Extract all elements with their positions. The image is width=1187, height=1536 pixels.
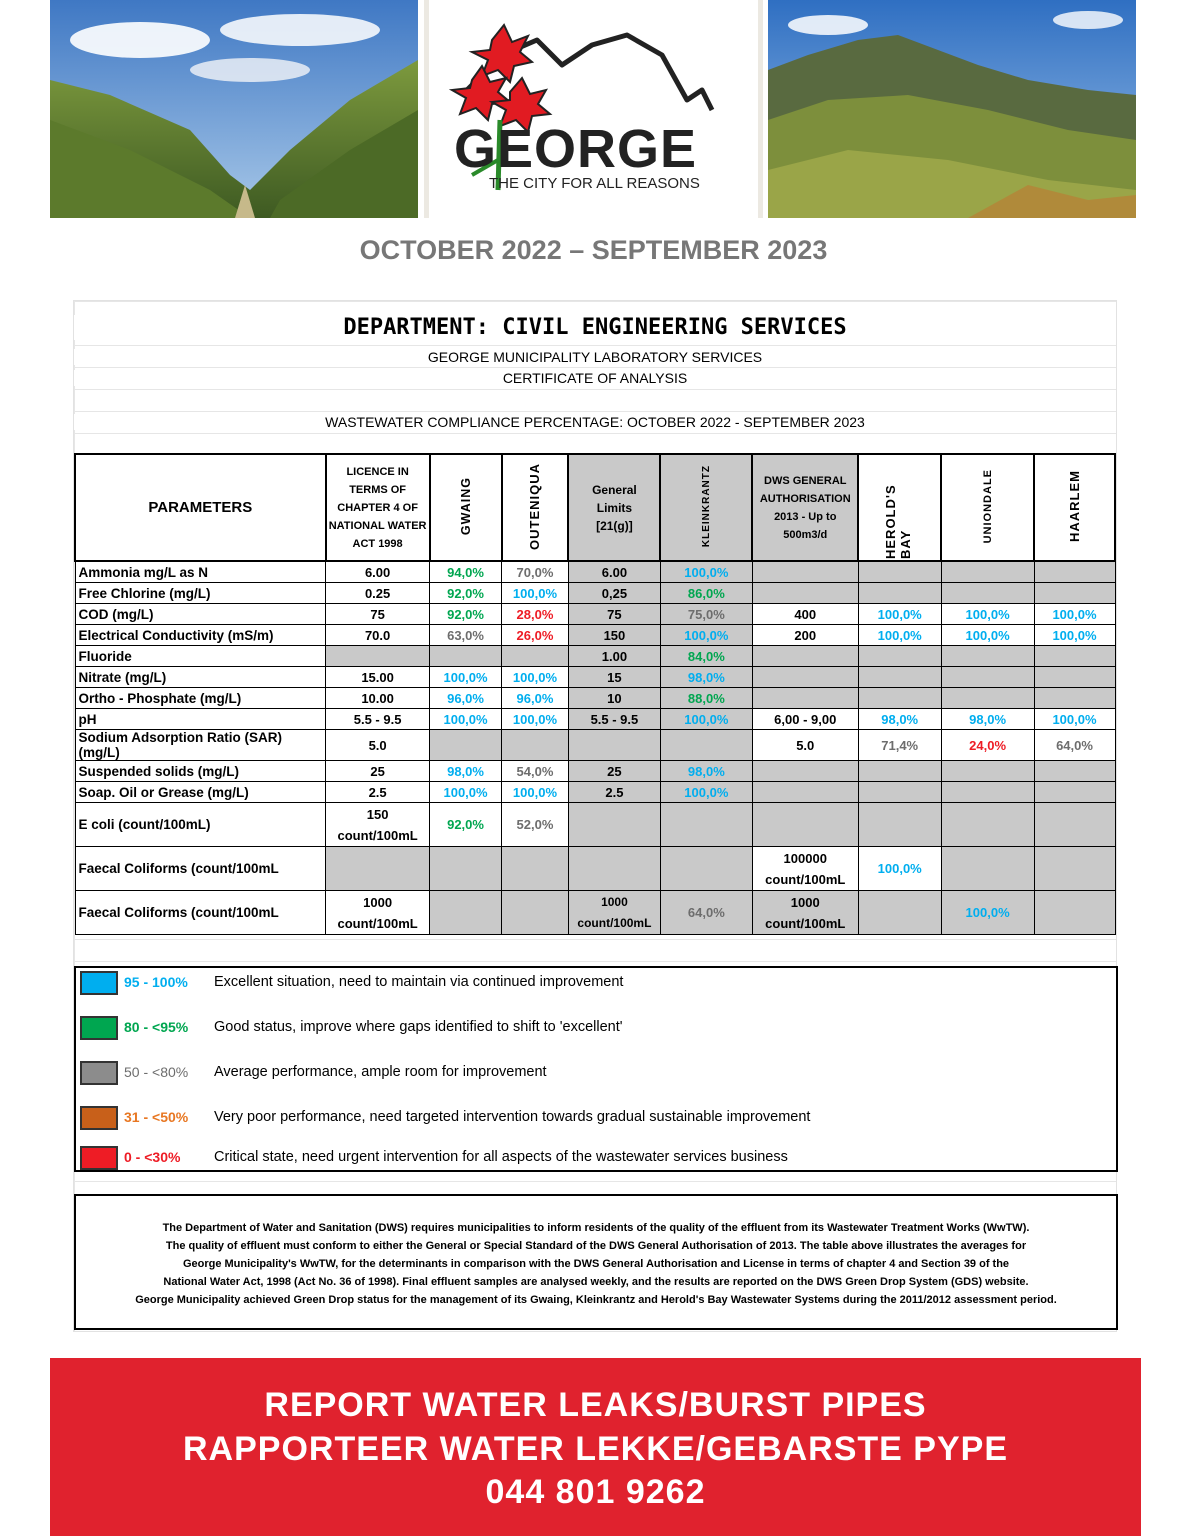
param-cell: Suspended solids (mg/L) [75, 761, 326, 782]
kleinkrantz-cell: 88,0% [660, 688, 752, 709]
licence-cell: 5.0 [326, 730, 430, 761]
header-dws [752, 454, 858, 561]
legend-range: 50 - <80% [124, 1064, 189, 1080]
param-cell: Electrical Conductivity (mS/m) [75, 625, 326, 646]
table-row [75, 709, 1115, 730]
licence-cell [326, 891, 430, 935]
param-cell: E coli (count/100mL) [75, 803, 326, 847]
dws-unit: count/100mL [765, 915, 846, 931]
note-line: National Water Act, 1998 (Act No. 36 of 1998). Final effluent samples are analysed weekly, and the results are reported on the DWS Green Drop System (GDS) website. [163, 1276, 1029, 1288]
licence-cell [326, 803, 430, 847]
dws-cell: 200 [752, 625, 858, 646]
haarlem-cell [1034, 688, 1115, 709]
dws-note-text [96, 1219, 1096, 1309]
table-row [75, 761, 1115, 782]
legend-swatch [80, 971, 118, 995]
note-line: George Municipality's WwTW, for the determinants in comparison with the DWS General Authorisation and License in terms of chapter 4 and Section 39 of the [182, 1258, 1010, 1270]
gwaing-cell [430, 730, 502, 761]
header-dws-text: DWS GENERAL AUTHORISATION 2013 - Up to 500m3/d [759, 474, 851, 541]
licence-value: 150 [366, 806, 389, 822]
licence-cell: 75 [326, 604, 430, 625]
uniondale-cell: 100,0% [941, 625, 1034, 646]
herolds-cell: 71,4% [858, 730, 941, 761]
header-parameters: PARAMETERS [75, 454, 326, 561]
gwaing-cell: 92,0% [430, 583, 502, 604]
haarlem-cell [1034, 782, 1115, 803]
haarlem-cell [1034, 667, 1115, 688]
table-row [75, 730, 1115, 761]
param-cell: COD (mg/L) [75, 604, 326, 625]
kleinkrantz-cell: 98,0% [660, 761, 752, 782]
haarlem-cell: 100,0% [1034, 625, 1115, 646]
legend-description: Very poor performance, need targeted intervention towards gradual sustainable improvement [214, 1109, 811, 1125]
licence-unit: count/100mL [337, 915, 418, 931]
outeniqua-cell [502, 646, 569, 667]
outeniqua-cell: 52,0% [502, 803, 569, 847]
uniondale-cell: 24,0% [941, 730, 1034, 761]
haarlem-cell [1034, 646, 1115, 667]
general-cell: 150 [568, 625, 660, 646]
licence-cell: 10.00 [326, 688, 430, 709]
header-haarlem [1034, 454, 1115, 561]
header-outeniqua [502, 454, 569, 561]
general-cell: 2.5 [568, 782, 660, 803]
legend-swatch [80, 1146, 118, 1170]
dws-unit: count/100mL [765, 871, 846, 887]
header-haarlem-text: HAARLEM [1067, 470, 1082, 542]
header-general-limits [568, 454, 660, 561]
kleinkrantz-cell [660, 803, 752, 847]
general-cell [568, 847, 660, 891]
dws-cell [752, 646, 858, 667]
header-general-text: General Limits [21(g)] [592, 482, 637, 533]
dws-cell [752, 847, 858, 891]
logo-wordmark: GEORGE [454, 119, 698, 179]
general-cell [568, 730, 660, 761]
header-licence [326, 454, 430, 561]
gwaing-cell: 100,0% [430, 709, 502, 730]
outeniqua-cell [502, 847, 569, 891]
kleinkrantz-cell: 75,0% [660, 604, 752, 625]
gwaing-cell [430, 891, 502, 935]
herolds-cell: 100,0% [858, 604, 941, 625]
herolds-cell [858, 667, 941, 688]
kleinkrantz-cell: 86,0% [660, 583, 752, 604]
uniondale-cell: 100,0% [941, 891, 1034, 935]
general-cell [568, 891, 660, 935]
legend-description: Average performance, ample room for improvement [214, 1064, 547, 1080]
table-row [75, 583, 1115, 604]
gwaing-cell: 100,0% [430, 782, 502, 803]
param-cell: Sodium Adsorption Ratio (SAR) (mg/L) [75, 730, 326, 761]
herolds-cell: 98,0% [858, 709, 941, 730]
dws-cell [752, 803, 858, 847]
table-row [75, 847, 1115, 891]
general-cell [568, 803, 660, 847]
dws-cell [752, 583, 858, 604]
compliance-title: WASTEWATER COMPLIANCE PERCENTAGE: OCTOBER 2022 - SEPTEMBER 2023 [74, 414, 1116, 430]
haarlem-cell: 64,0% [1034, 730, 1115, 761]
table-row [75, 782, 1115, 803]
uniondale-cell [941, 847, 1034, 891]
dws-note-box [74, 1194, 1118, 1330]
legend-range: 0 - <30% [124, 1149, 181, 1165]
dws-cell: 6,00 - 9,00 [752, 709, 858, 730]
table-row [75, 688, 1115, 709]
uniondale-cell [941, 561, 1034, 583]
footer-phone-number: 044 801 9262 [485, 1473, 706, 1511]
legend-description: Good status, improve where gaps identified to shift to 'excellent' [214, 1019, 623, 1035]
uniondale-cell: 98,0% [941, 709, 1034, 730]
licence-unit: count/100mL [337, 827, 418, 843]
licence-cell: 70.0 [326, 625, 430, 646]
haarlem-cell [1034, 561, 1115, 583]
report-leaks-banner [50, 1358, 1141, 1536]
table-row [75, 604, 1115, 625]
mountain-photo-left [50, 0, 418, 218]
kleinkrantz-cell: 100,0% [660, 625, 752, 646]
header-divider [758, 0, 763, 218]
table-row [75, 625, 1115, 646]
header-uniondale-text: UNIONDALE [981, 468, 994, 544]
dws-cell [752, 688, 858, 709]
param-cell: Ortho - Phosphate (mg/L) [75, 688, 326, 709]
logo-tagline: THE CITY FOR ALL REASONS [489, 175, 700, 192]
dws-cell [752, 761, 858, 782]
department-title: DEPARTMENT: CIVIL ENGINEERING SERVICES [74, 315, 1116, 340]
general-cell: 75 [568, 604, 660, 625]
gwaing-cell: 92,0% [430, 803, 502, 847]
gwaing-cell: 63,0% [430, 625, 502, 646]
legend-description: Critical state, need urgent intervention for all aspects of the wastewater services business [214, 1149, 788, 1165]
header-licence-text: LICENCE IN TERMS OF CHAPTER 4 OF NATIONAL WATER ACT 1998 [328, 465, 427, 550]
outeniqua-cell: 26,0% [502, 625, 569, 646]
report-period-title: OCTOBER 2022 – SEPTEMBER 2023 [359, 235, 828, 265]
dws-cell [752, 667, 858, 688]
kleinkrantz-cell: 100,0% [660, 709, 752, 730]
compliance-table [74, 453, 1116, 935]
kleinkrantz-cell: 98,0% [660, 667, 752, 688]
kleinkrantz-cell: 64,0% [660, 891, 752, 935]
gwaing-cell: 98,0% [430, 761, 502, 782]
legend-range: 80 - <95% [124, 1019, 189, 1035]
kleinkrantz-cell [660, 847, 752, 891]
kleinkrantz-cell: 84,0% [660, 646, 752, 667]
outeniqua-cell [502, 730, 569, 761]
outeniqua-cell: 28,0% [502, 604, 569, 625]
outeniqua-cell: 54,0% [502, 761, 569, 782]
herolds-cell [858, 761, 941, 782]
licence-cell: 2.5 [326, 782, 430, 803]
table-row [75, 803, 1115, 847]
dws-value: 100000 [783, 850, 827, 866]
dws-cell: 5.0 [752, 730, 858, 761]
laboratory-title: GEORGE MUNICIPALITY LABORATORY SERVICES [74, 349, 1116, 365]
legend-description: Excellent situation, need to maintain via continued improvement [214, 974, 624, 990]
outeniqua-cell: 100,0% [502, 667, 569, 688]
haarlem-cell [1034, 891, 1115, 935]
general-unit: count/100mL [577, 915, 652, 930]
gwaing-cell: 100,0% [430, 667, 502, 688]
herolds-cell [858, 583, 941, 604]
legend-swatch [80, 1106, 118, 1130]
color-legend [74, 966, 1118, 1172]
header-outeniqua-text: OUTENIQUA [527, 462, 543, 550]
param-cell: Fluoride [75, 646, 326, 667]
licence-cell: 6.00 [326, 561, 430, 583]
herolds-cell: 100,0% [858, 625, 941, 646]
outeniqua-cell: 100,0% [502, 782, 569, 803]
table-row [75, 891, 1115, 935]
uniondale-cell [941, 803, 1034, 847]
general-cell: 0,25 [568, 583, 660, 604]
legend-swatch [80, 1061, 118, 1085]
table-row [75, 646, 1115, 667]
certificate-of-analysis [73, 300, 1117, 1332]
param-cell: Faecal Coliforms (count/100mL [75, 847, 326, 891]
herolds-cell [858, 561, 941, 583]
uniondale-cell [941, 782, 1034, 803]
licence-cell [326, 646, 430, 667]
uniondale-cell [941, 688, 1034, 709]
outeniqua-cell: 70,0% [502, 561, 569, 583]
general-cell: 1.00 [568, 646, 660, 667]
legend-range: 31 - <50% [124, 1109, 189, 1125]
general-cell: 5.5 - 9.5 [568, 709, 660, 730]
gwaing-cell [430, 847, 502, 891]
herolds-cell [858, 646, 941, 667]
haarlem-cell [1034, 761, 1115, 782]
haarlem-cell [1034, 803, 1115, 847]
uniondale-cell [941, 667, 1034, 688]
param-cell: Faecal Coliforms (count/100mL [75, 891, 326, 935]
header-kleinkrantz-text: KLEINKRANTZ [700, 464, 712, 548]
footer-afrikaans: RAPPORTEER WATER LEKKE/GEBARSTE PYPE [182, 1430, 1009, 1468]
param-cell: Ammonia mg/L as N [75, 561, 326, 583]
gwaing-cell [430, 646, 502, 667]
uniondale-cell: 100,0% [941, 604, 1034, 625]
licence-cell: 0.25 [326, 583, 430, 604]
table-row [75, 667, 1115, 688]
general-cell: 6.00 [568, 561, 660, 583]
gwaing-cell: 92,0% [430, 604, 502, 625]
dws-cell [752, 561, 858, 583]
uniondale-cell [941, 583, 1034, 604]
licence-value: 1000 [363, 894, 393, 910]
herolds-cell: 100,0% [858, 847, 941, 891]
outeniqua-cell: 100,0% [502, 583, 569, 604]
uniondale-cell [941, 761, 1034, 782]
outeniqua-cell: 100,0% [502, 709, 569, 730]
table-row [75, 561, 1115, 583]
outeniqua-cell: 96,0% [502, 688, 569, 709]
herolds-cell [858, 891, 941, 935]
dws-value: 1000 [790, 894, 820, 910]
footer-english: REPORT WATER LEAKS/BURST PIPES [264, 1386, 927, 1424]
general-cell: 25 [568, 761, 660, 782]
note-line: George Municipality achieved Green Drop status for the management of its Gwaing, Kleinkrantz and Herold's Bay Wastewater Systems during the 2011/2012 assessment period. [135, 1294, 1057, 1306]
kleinkrantz-cell [660, 730, 752, 761]
header-gwaing-text: GWAING [458, 476, 473, 536]
licence-cell: 15.00 [326, 667, 430, 688]
note-line: The Department of Water and Sanitation (DWS) requires municipalities to inform residents of the quality of the effluent from its Wastewater Treatment Works (WwTW). [162, 1222, 1030, 1234]
certificate-title: CERTIFICATE OF ANALYSIS [74, 370, 1116, 386]
general-value: 1000 [601, 894, 628, 909]
licence-cell: 5.5 - 9.5 [326, 709, 430, 730]
haarlem-cell: 100,0% [1034, 604, 1115, 625]
header-divider [424, 0, 429, 218]
header-kleinkrantz [660, 454, 752, 561]
gwaing-cell: 96,0% [430, 688, 502, 709]
herolds-cell [858, 688, 941, 709]
dws-cell [752, 891, 858, 935]
outeniqua-cell [502, 891, 569, 935]
herolds-cell [858, 782, 941, 803]
haarlem-cell [1034, 847, 1115, 891]
header-gwaing [430, 454, 502, 561]
general-cell: 10 [568, 688, 660, 709]
herolds-cell [858, 803, 941, 847]
general-cell: 15 [568, 667, 660, 688]
param-cell: pH [75, 709, 326, 730]
param-cell: Soap. Oil or Grease (mg/L) [75, 782, 326, 803]
uniondale-cell [941, 646, 1034, 667]
dws-cell [752, 782, 858, 803]
mountain-photo-right [768, 0, 1136, 218]
kleinkrantz-cell: 100,0% [660, 561, 752, 583]
dws-cell: 400 [752, 604, 858, 625]
licence-cell [326, 847, 430, 891]
haarlem-cell: 100,0% [1034, 709, 1115, 730]
haarlem-cell [1034, 583, 1115, 604]
george-logo [432, 0, 754, 218]
licence-cell: 25 [326, 761, 430, 782]
note-line: The quality of effluent must conform to either the General or Special Standard of the DWS General Authorisation of 2013. The table above illustrates the averages for [165, 1240, 1027, 1252]
table-body [75, 561, 1115, 935]
legend-swatch [80, 1016, 118, 1040]
param-cell: Free Chlorine (mg/L) [75, 583, 326, 604]
header-herolds-bay [858, 454, 941, 561]
param-cell: Nitrate (mg/L) [75, 667, 326, 688]
header-uniondale [941, 454, 1034, 561]
legend-range: 95 - 100% [124, 974, 188, 990]
gwaing-cell: 94,0% [430, 561, 502, 583]
header-herolds-text: HEROLD'S BAY [882, 483, 913, 559]
kleinkrantz-cell: 100,0% [660, 782, 752, 803]
